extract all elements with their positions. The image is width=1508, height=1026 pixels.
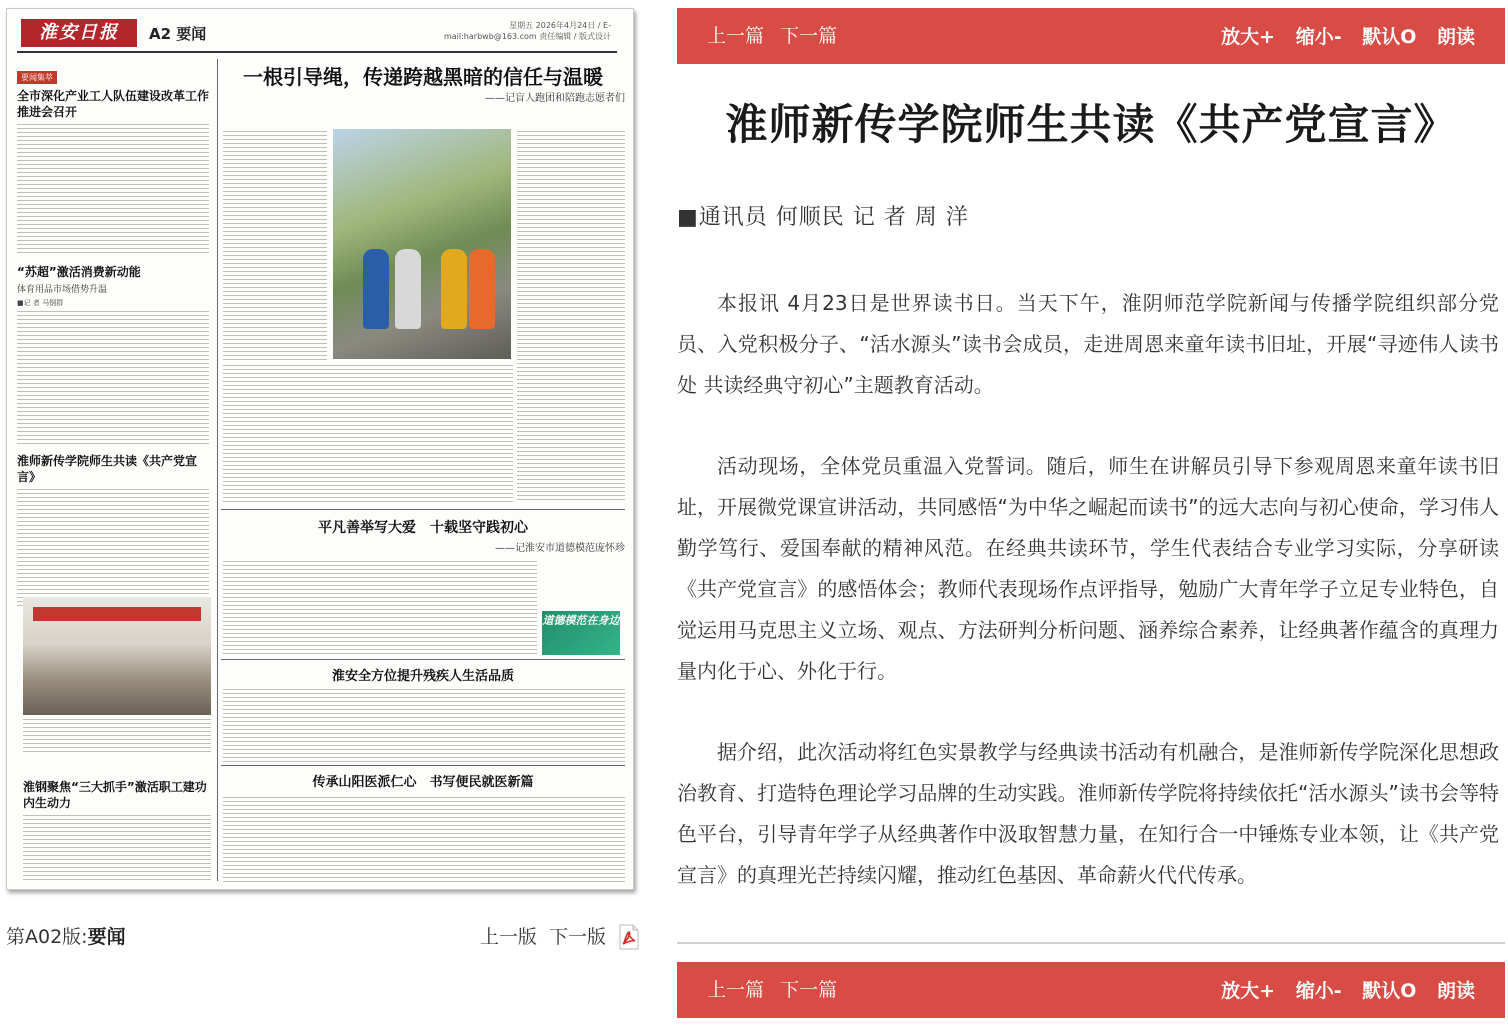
edition-label-name[interactable]: 要闻 xyxy=(87,926,126,948)
default-size-button[interactable]: 默认O xyxy=(1362,980,1417,1002)
newspaper-section-label: A2 要闻 xyxy=(149,25,207,43)
story-text xyxy=(23,815,211,881)
newspaper-logo: 淮安日报 xyxy=(21,19,137,47)
read-aloud-button[interactable]: 朗读 xyxy=(1436,26,1475,48)
article-byline: ■通讯员 何顺民 记 者 周 洋 xyxy=(677,205,969,230)
article-toolbar-bottom xyxy=(677,962,1505,1018)
article-title: 淮师新传学院师生共读《共产党宣言》 xyxy=(725,100,1457,149)
reading-tools xyxy=(1207,8,1475,66)
article-paragraph: 本报讯 4月23日是世界读书日。当天下午，淮阴师范学院新闻与传播学院组织部分党员、入党积极分子、“活水源头”读书会成员，走进周恩来童年读书旧址，开展“寻迹伟人读书处 共读经典守初心”主题教育活动。 xyxy=(677,291,1499,397)
article-body xyxy=(677,283,1499,936)
default-size-button[interactable]: 默认O xyxy=(1362,26,1417,48)
newspaper-headline-4[interactable]: 传承山阳医派仁心 书写便民就医新篇 xyxy=(312,775,534,790)
newspaper-meta: 星期五 2026年4月24日 / E-mail:harbwb@163.com 责任编辑 / 版式设计 xyxy=(443,21,611,41)
story-headline[interactable]: 淮师新传学院师生共读《共产党宣言》 xyxy=(17,454,198,484)
newspaper-page-image[interactable] xyxy=(6,8,634,890)
story-text xyxy=(17,124,209,254)
zoom-in-button[interactable]: 放大+ xyxy=(1221,26,1276,48)
story-text xyxy=(17,489,209,609)
story-text xyxy=(223,561,537,657)
article-nav xyxy=(707,962,847,1018)
photo-caption xyxy=(23,719,211,755)
story-byline: ■记 者 马钢群 xyxy=(17,299,64,307)
zoom-out-button[interactable]: 缩小- xyxy=(1295,26,1342,48)
newspaper-headline-2[interactable]: 平凡善举写大爱 十载坚守践初心 xyxy=(318,520,528,536)
zoom-in-button[interactable]: 放大+ xyxy=(1221,980,1276,1002)
newspaper-headline-3[interactable]: 淮安全方位提升残疾人生活品质 xyxy=(331,669,514,684)
prev-article-link[interactable]: 上一篇 xyxy=(707,25,765,47)
story-text xyxy=(17,311,209,445)
story-text xyxy=(223,365,513,505)
edition-label-prefix: 第A02版: xyxy=(6,926,88,948)
edition-bar xyxy=(6,922,642,952)
read-aloud-button[interactable]: 朗读 xyxy=(1436,980,1475,1002)
story-subtitle: 体育用品市场借势升温 xyxy=(17,285,108,295)
article-paragraph: 活动现场，全体党员重温入党誓词。随后，师生在讲解员引导下参观周恩来童年读书旧址，开展微党课宣讲活动，共同感悟“为中华之崛起而读书”的远大志向与初心使命，学习伟人勤学笃行、爱国奉献的精神风范。在经典共读环节，学生代表结合专业学习实际，分享研读《共产党宣言》的感悟体会；教师代表现场作点评指导，勉励广大青年学子立足专业特色，自觉运用马克思主义立场、观点、方法研判分析问题、涵养综合素养，让经典著作蕴含的真理力量内化于心、外化于行。 xyxy=(677,454,1499,683)
zoom-out-button[interactable]: 缩小- xyxy=(1295,980,1342,1002)
newspaper-tag: 要闻集萃 xyxy=(17,71,57,84)
next-article-link[interactable]: 下一篇 xyxy=(780,25,838,47)
pdf-icon[interactable] xyxy=(618,924,640,950)
next-article-link[interactable]: 下一篇 xyxy=(780,979,838,1001)
newspaper-masthead xyxy=(17,17,617,53)
edition-label xyxy=(6,922,126,952)
edition-nav xyxy=(474,922,606,952)
newspaper-main-headline[interactable]: 一根引导绳，传递跨越黑暗的信任与温暖 xyxy=(243,65,603,89)
newspaper-photo-meeting xyxy=(23,597,211,715)
article-paragraph: 据介绍，此次活动将红色实景教学与经典读书活动有机融合，是淮师新传学院深化思想政治教育、打造特色理论学习品牌的生动实践。淮师新传学院将持续依托“活水源头”读书会等特色平台，引导青年学子从经典著作中汲取智慧力量，在知行合一中锤炼专业本领，让《共产党宣言》的真理光芒持续闪耀，推动红色基因、革命薪火代代传承。 xyxy=(677,740,1499,887)
prev-edition-link[interactable]: 上一版 xyxy=(479,926,537,948)
moral-model-badge: 道德模范在身边 xyxy=(542,611,620,655)
photo-banner xyxy=(33,607,201,621)
reading-tools xyxy=(1207,962,1475,1020)
article-nav xyxy=(707,8,847,64)
story-headline[interactable]: “苏超”激活消费新动能 xyxy=(17,265,141,279)
story-text xyxy=(223,689,625,765)
newspaper-subheadline-2: ——记淮安市道德模范庞怀珍 xyxy=(495,543,625,554)
story-headline[interactable]: 淮钢聚焦“三大抓手”激活职工建功内生动力 xyxy=(23,780,207,810)
newspaper-left-column xyxy=(17,65,209,609)
article-toolbar-top xyxy=(677,8,1505,64)
article-divider xyxy=(677,942,1505,944)
story-headline[interactable]: 全市深化产业工人队伍建设改革工作推进会召开 xyxy=(17,89,210,119)
story-text xyxy=(517,131,625,503)
next-edition-link[interactable]: 下一版 xyxy=(548,926,606,948)
story-text xyxy=(223,797,625,883)
newspaper-photo-runners xyxy=(333,129,511,359)
prev-article-link[interactable]: 上一篇 xyxy=(707,979,765,1001)
story-text xyxy=(223,131,327,361)
newspaper-main-subheadline: ——记盲人跑团和陪跑志愿者们 xyxy=(485,93,625,104)
